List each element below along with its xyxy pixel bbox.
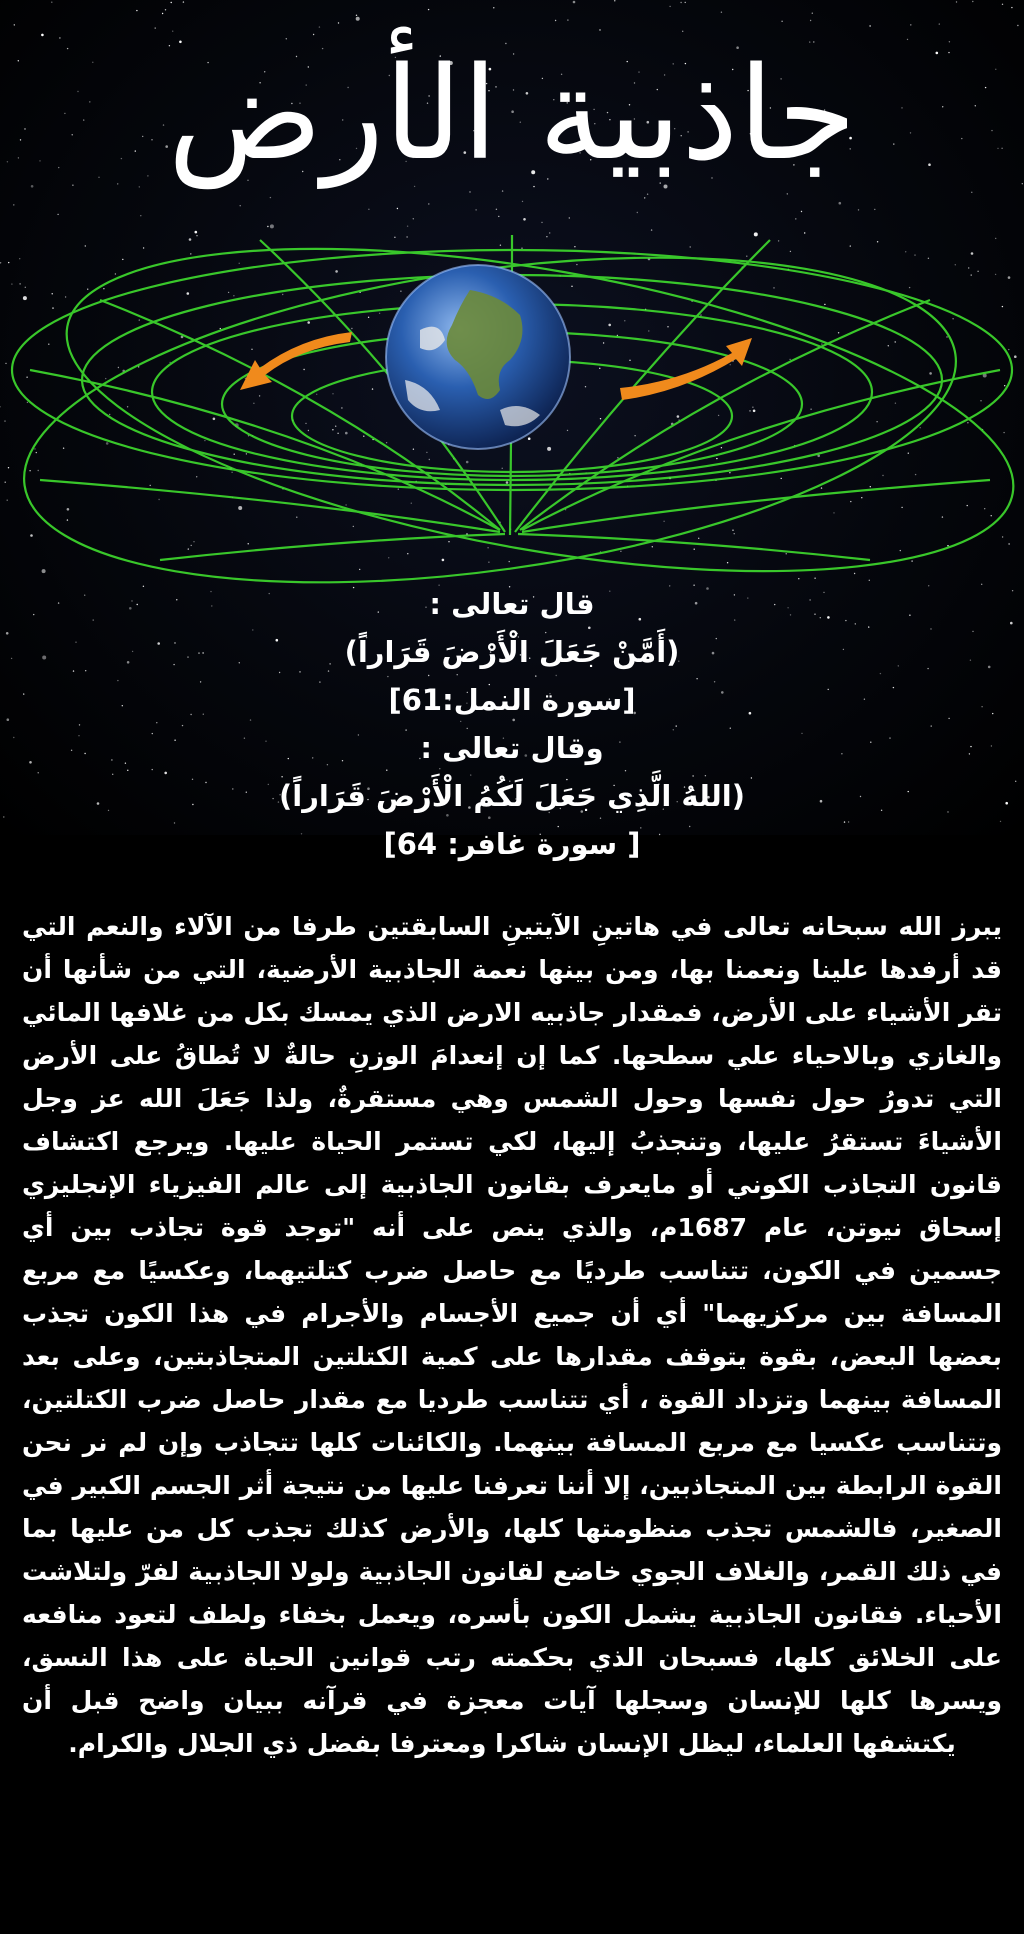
quran-verses xyxy=(0,580,1024,868)
star xyxy=(680,2,681,3)
star xyxy=(810,20,811,21)
verse-1: (أَمَّنْ جَعَلَ الْأَرْضَ قَرَاراً) xyxy=(344,635,680,669)
star xyxy=(644,197,645,198)
star xyxy=(522,201,523,202)
space-hero xyxy=(0,0,1024,861)
verse-reference-2: [ سورة غافر: 64] xyxy=(383,827,641,861)
verse-2: (اللهُ الَّذِي جَعَلَ لَكُمُ الْأَرْضَ قَرَاراً) xyxy=(279,779,745,813)
star xyxy=(1002,4,1003,5)
star xyxy=(812,13,813,14)
earth-globe-icon xyxy=(386,265,570,449)
star xyxy=(939,23,940,24)
star xyxy=(51,2,52,3)
verse-reference-1: [سورة النمل:61] xyxy=(388,683,636,717)
star xyxy=(781,21,782,22)
star xyxy=(669,6,670,7)
star xyxy=(172,31,173,32)
star xyxy=(155,27,156,28)
star xyxy=(338,22,339,23)
star xyxy=(368,209,369,210)
star xyxy=(428,9,429,10)
star xyxy=(682,31,683,32)
star xyxy=(502,190,503,191)
star xyxy=(397,208,398,209)
star xyxy=(956,1,957,2)
star xyxy=(567,19,568,20)
star xyxy=(637,212,638,213)
star xyxy=(839,202,842,205)
star xyxy=(14,24,15,25)
star xyxy=(13,204,14,205)
star xyxy=(647,194,648,195)
star xyxy=(469,191,470,192)
star xyxy=(140,215,141,216)
star xyxy=(428,203,429,204)
star xyxy=(599,29,600,30)
verse-intro-1: قال تعالى : xyxy=(429,587,595,621)
star xyxy=(869,25,870,26)
star xyxy=(614,0,615,1)
verse-intro-2: وقال تعالى : xyxy=(420,731,604,765)
star xyxy=(313,34,314,35)
page-title: جاذبية الأرض xyxy=(167,40,857,189)
star xyxy=(493,7,494,8)
star xyxy=(165,9,166,10)
star xyxy=(240,205,241,206)
star xyxy=(171,2,172,3)
star xyxy=(910,24,911,25)
star xyxy=(971,192,972,193)
star xyxy=(57,214,58,215)
star xyxy=(874,209,875,210)
star xyxy=(356,15,357,16)
star xyxy=(41,34,44,37)
star xyxy=(136,10,137,11)
star xyxy=(573,1,576,4)
star xyxy=(555,20,556,21)
star xyxy=(475,209,476,210)
star xyxy=(972,1,973,2)
star xyxy=(319,26,320,27)
star xyxy=(162,13,163,14)
star xyxy=(801,211,802,212)
star xyxy=(270,197,271,198)
star xyxy=(498,216,499,217)
star xyxy=(183,1,184,2)
star xyxy=(721,12,722,13)
star xyxy=(1011,7,1012,8)
gravity-illustration xyxy=(0,220,1024,600)
star xyxy=(1017,25,1018,26)
star xyxy=(59,37,60,38)
star xyxy=(858,209,859,210)
star xyxy=(356,17,360,21)
star xyxy=(787,193,788,194)
star xyxy=(685,2,686,3)
star xyxy=(569,217,570,218)
article-body: يبرز الله سبحانه تعالى في هاتينِ الآيتينِ السابقتين طرفا من الآلاء والنعم التي قد أرفدها علينا ونعمنا بها، ومن بينها نعمة الجاذبية الأرضية، التي من شأنها أن تقر الأشياء على الأرض، فمقدار جاذبيه الارض الذي يمسك بكل من غلافها المائي والغازي وبالاحياء علي سطحها. كما إن إنعدامَ الوزنِ حالةٌ لا تُطاقُ على الأرض التي تدورُ حول نفسها وحول الشمس وهي مستقرةٌ، ولذا جَعَلَ الله عز وجل الأشياءَ تستقرُ عليها، وتنجذبُ إليها، لكي تستمر الحياة عليها. ويرجع اكتشاف قانون التجاذب الكوني أو مايعرف بقانون الجاذبية إلى عالم الفيزياء الإنجليزي إسحاق نيوتن، عام 1687م، والذي ينص على أنه "توجد قوة تجاذب بين أي جسمين في الكون، تتناسب طرديًا مع حاصل ضرب كتلتيهما، وعكسيًا مع مربع المسافة بين مركزيهما" أي أن جميع الأجسام والأجرام في هذا الكون تجذب بعضها البعض، بقوة يتوقف مقدارها على كمية الكتلتين المتجاذبتين، وعلى بعد المسافة بينهما وتزداد القوة ، أي تتناسب طرديا مع مقدار حاصل ضرب الكتلتين، وتتناسب عكسيا مع مربع المسافة بينهما. والكائنات كلها تتجاذب وإن لم نر نحن القوة الرابطة بين المتجاذبين، إلا أننا تعرفنا عليها من نتيجة أثر الجسم الكبير في الصغير، فالشمس تجذب منظومتها كلها، والأرض كذلك تجذب كل من عليها بما في ذلك القمر، والغلاف الجوي خاضع لقانون الجاذبية ولولا الجاذبية لفرّ ولتلاشت الأحياء. فقانون الجاذبية يشمل الكون بأسره، ويعمل بخفاء ولطف لتعود منافعه على الخلائق كلها، فسبحان الذي بحكمته رتب قوانين الحياة على هذا النسق، ويسرها كلها للإنسان وسجلها آيات معجزة في قرآنه ببيان واضح قبل أن يكتشفها العلماء، ليظل الإنسان شاكرا ومعترفا بفضل ذي الجلال والكرام. xyxy=(22,912,1002,1758)
star xyxy=(496,209,497,210)
